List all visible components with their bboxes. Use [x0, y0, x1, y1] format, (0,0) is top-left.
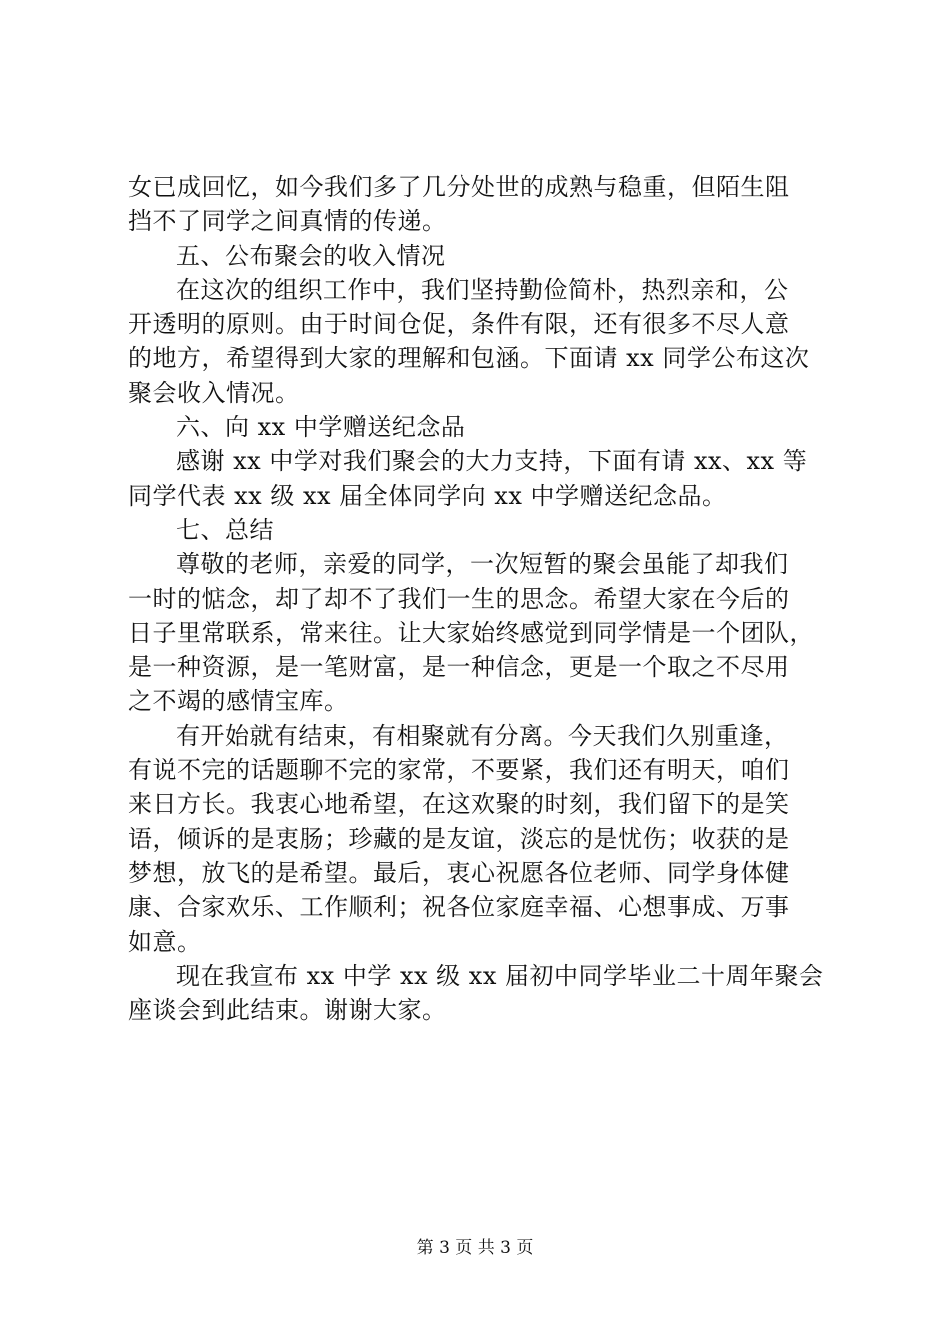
text-line: 挡不了同学之间真情的传递。 [128, 207, 447, 236]
text-line: 日子里常联系，常来往。让大家始终感觉到同学情是一个团队， [128, 618, 814, 647]
text-line: 感谢 xx 中学对我们聚会的大力支持，下面有请 xx、xx 等 [176, 447, 808, 476]
text-line: 康、合家欢乐、工作顺利；祝各位家庭幸福、心想事成、万事 [128, 893, 790, 922]
text-line: 现在我宣布 xx 中学 xx 级 xx 届初中同学毕业二十周年聚会 [176, 961, 824, 990]
text-line: 有开始就有结束，有相聚就有分离。今天我们久别重逢， [176, 721, 789, 750]
text-line: 是一种资源，是一笔财富，是一种信念，更是一个取之不尽用 [128, 653, 790, 682]
text-line: 聚会收入情况。 [128, 378, 300, 407]
text-line: 女已成回忆，如今我们多了几分处世的成熟与稳重，但陌生阻 [128, 173, 790, 201]
document-body [128, 170, 840, 1027]
text-line: 尊敬的老师，亲爱的同学，一次短暂的聚会虽能了却我们 [176, 550, 789, 579]
text-line: 的地方，希望得到大家的理解和包涵。下面请 xx 同学公布这次 [128, 344, 810, 373]
text-line: 来日方长。我衷心地希望，在这欢聚的时刻，我们留下的是笑 [128, 790, 790, 819]
page-footer [0, 1236, 950, 1260]
section-heading: 六、向 xx 中学赠送纪念品 [176, 413, 466, 442]
text-line: 开透明的原则。由于时间仓促，条件有限，还有很多不尽人意 [128, 310, 790, 339]
text-line: 一时的惦念，却了却不了我们一生的思念。希望大家在今后的 [128, 584, 790, 613]
text-line: 之不竭的感情宝库。 [128, 687, 349, 716]
page-number: 第 3 页 [416, 1238, 473, 1258]
text-line: 有说不完的话题聊不完的家常，不要紧，我们还有明天，咱们 [128, 756, 790, 785]
section-heading: 七、总结 [176, 515, 274, 544]
text-line: 座谈会到此结束。谢谢大家。 [128, 996, 447, 1025]
text-line: 语，倾诉的是衷肠；珍藏的是友谊，淡忘的是忧伤；收获的是 [128, 824, 790, 853]
text-line: 梦想，放飞的是希望。最后，衷心祝愿各位老师、同学身体健 [128, 858, 790, 887]
text-line: 如意。 [128, 927, 202, 956]
text-line: 在这次的组织工作中，我们坚持勤俭简朴，热烈亲和，公 [176, 275, 789, 304]
section-heading: 五、公布聚会的收入情况 [176, 241, 446, 270]
text-line: 同学代表 xx 级 xx 届全体同学向 xx 中学赠送纪念品。 [128, 481, 727, 510]
page-total: 共 3 页 [477, 1238, 534, 1258]
